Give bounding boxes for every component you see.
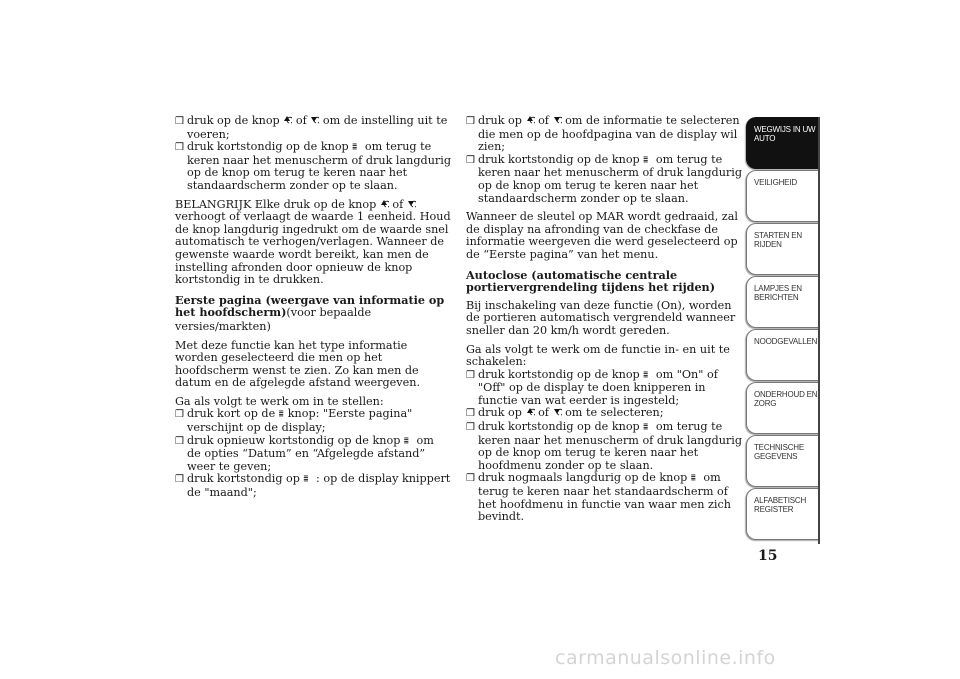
menu-button-icon: ≣ [403,435,408,445]
paragraph: Ga als volgt te werk om in te stellen: [175,394,384,408]
down-button-icon [407,199,416,209]
bullet-item: ❒ druk op de knop of om de instelling uit te voeren; [175,114,448,141]
tab-alfabetisch-register[interactable]: ALFABETISCH REGISTER [746,488,820,540]
bullet-item: ❒ druk kortstondig op ≣ : op de display knippert de "maand"; [175,472,451,500]
bullet-icon: ❒ [466,116,475,127]
bullet-item: ❒ druk op of om te selecteren; [466,406,664,420]
right-column [466,115,742,524]
bullet-icon: ❒ [175,116,184,127]
up-button-icon [283,115,292,125]
watermark: carmanualsonline.info [555,647,776,669]
bullet-item: ❒ druk kort op de ≣ knop: "Eerste pagina" verschijnt op de display; [175,407,413,435]
bullet-icon: ❒ [466,408,475,420]
down-button-icon [553,115,562,125]
paragraph: Wanneer de sleutel op MAR wordt gedraaid, zal de display na afronding van de checkfase de informatie weergeven die werd geselecteerd op de “Eerste pagina” van het menu. [466,210,738,261]
page-number: 15 [758,548,778,564]
menu-button-icon: ≣ [278,409,283,419]
bullet-icon: ❒ [175,474,184,486]
left-column [175,115,451,500]
tab-onderhoud-en-zorg[interactable]: ONDERHOUD EN ZORG [746,382,820,434]
tab-starten-en-rijden[interactable]: STARTEN EN RIJDEN [746,223,820,275]
menu-button-icon: ≣ [643,154,648,164]
bullet-icon: ❒ [175,142,184,154]
paragraph: BELANGRIJK Elke druk op de knop of verhoogt of verlaagt de waarde 1 eenheid. Houd de knop langdurig ingedrukt om de waarde snel automatisch te verhogen/verlagen. Wanneer de gewenste waarde wordt bereikt, kan men de instelling afronden door opnieuw de knop kortstondig in te drukken. [175,197,451,287]
bullet-icon: ❒ [466,369,475,381]
bullet-item: ❒ druk nogmaals langdurig op de knop ≣ om terug te keren naar het standaardscherm of het hoofdmenu in functie van waar men zich bevindt. [466,471,731,524]
bullet-item: ❒ druk kortstondig op de knop ≣ om terug te keren naar het menuscherm of druk langdurig op de knop om terug te keren naar het hoofdmenu zonder op te slaan. [466,420,742,472]
up-button-icon [526,407,535,417]
tab-technische-gegevens[interactable]: TECHNISCHE GEGEVENS [746,435,820,487]
down-button-icon [553,407,562,417]
tab-noodgevallen[interactable]: NOODGEVALLEN [746,329,820,381]
menu-button-icon: ≣ [303,474,308,484]
paragraph: Bij inschakeling van deze functie (On), worden de portieren automatisch vergrendeld wanneer sneller dan 20 km/h wordt gereden. [466,298,736,337]
tab-wegwijs[interactable]: WEGWIJS IN UW AUTO [746,117,820,169]
bullet-icon: ❒ [466,422,475,434]
section-heading: Eerste pagina (weergave van informatie op het hoofdscherm)(voor bepaalde versies/markten) [175,292,445,333]
menu-button-icon: ≣ [643,369,648,379]
bullet-icon: ❒ [175,435,184,447]
tab-lampjes-en-berichten[interactable]: LAMPJES EN BERICHTEN [746,276,820,328]
menu-button-icon: ≣ [352,142,357,152]
bullet-icon: ❒ [175,409,184,421]
up-button-icon [380,199,389,209]
paragraph: Ga als volgt te werk om de functie in- en uit te schakelen: [466,342,730,369]
bullet-icon: ❒ [466,473,475,485]
tab-edge-line [818,117,820,544]
bullet-icon: ❒ [466,154,475,166]
section-heading: Autoclose (automatische centrale portiervergrendeling tijdens het rijden) [466,267,715,295]
bullet-item: ❒ druk kortstondig op de knop ≣ om terug te keren naar het menuscherm of druk langdurig op de knop om terug te keren naar het standaardscherm zonder op te slaan. [175,140,451,192]
bullet-item: ❒ druk opnieuw kortstondig op de knop ≣ om de opties “Datum” en “Afgelegde afstand” weer te geven; [175,433,434,473]
menu-button-icon: ≣ [690,473,695,483]
menu-button-icon: ≣ [643,422,648,432]
down-button-icon [310,115,319,125]
up-button-icon [526,115,535,125]
bullet-item: ❒ druk kortstondig op de knop ≣ om "On" of "Off" op de display te doen knipperen in functie van wat eerder is ingesteld; [466,367,718,407]
bullet-item: ❒ druk op of om de informatie te selecteren die men op de hoofdpagina van de display wil zien; [466,114,740,154]
bullet-item: ❒ druk kortstondig op de knop ≣ om terug te keren naar het menuscherm of druk langdurig op de knop om terug te keren naar het standaardscherm zonder op te slaan. [466,152,742,205]
paragraph: Met deze functie kan het type informatie worden geselecteerd die men op het hoofdscherm wenst te zien. Zo kan men de datum en de afgelegde afstand weergeven. [175,338,420,390]
tab-veiligheid[interactable]: VEILIGHEID [746,170,820,222]
chapter-tabs [746,117,820,541]
